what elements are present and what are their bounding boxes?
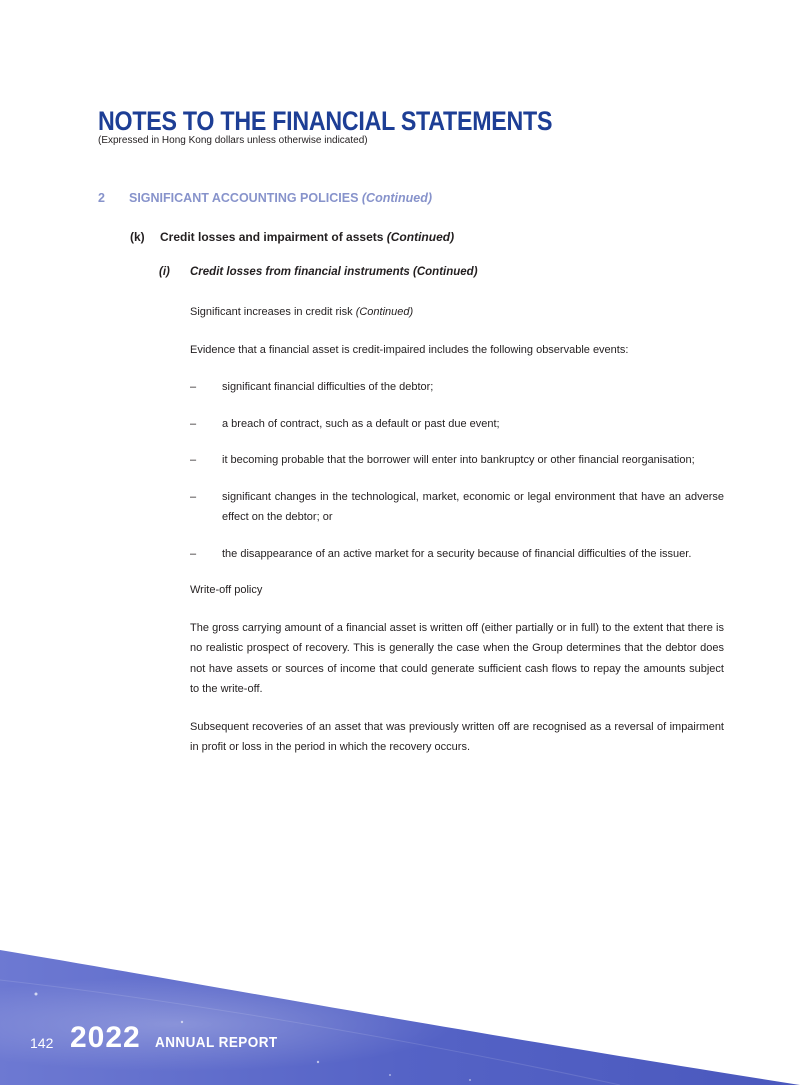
bullet-dash: –: [190, 547, 197, 560]
recoveries-paragraph: Subsequent recoveries of an asset that was previously written off are recognised as a reversal of impairment in profit or loss in the period in which the recovery occurs.: [190, 720, 724, 753]
bullet-text: it becoming probable that the borrower will enter into bankruptcy or other financial reorganisation;: [222, 454, 695, 466]
page-number: 142: [30, 1035, 54, 1051]
footer-label: ANNUAL REPORT: [155, 1034, 278, 1051]
footer-band: [0, 950, 800, 1085]
section-heading: [98, 191, 432, 205]
subsection-number: (k): [130, 230, 145, 244]
list-item: [190, 450, 724, 471]
body-text: [190, 302, 724, 775]
list-item: [190, 414, 724, 435]
bullet-dash: –: [190, 381, 197, 393]
subsection-heading: [130, 230, 454, 244]
evidence-paragraph: Evidence that a financial asset is credit-impaired includes the following observable events:: [190, 343, 629, 356]
list-item: [190, 377, 724, 398]
writeoff-paragraph: The gross carrying amount of a financial asset is written off (either partially or in full) to the extent that there is no realistic prospect of recovery. This is generally the case when the Group determines that the debtor does not have assets or sources of income that could generate sufficient cash flows to repay the amounts subject to the write-off.: [190, 621, 724, 695]
list-item: [190, 544, 724, 565]
footer-year: 2022: [70, 1021, 141, 1054]
section-number: 2: [98, 191, 105, 205]
page-title: NOTES TO THE FINANCIAL STATEMENTS: [98, 106, 553, 136]
writeoff-heading: Write-off policy: [190, 584, 263, 596]
subsubsection-heading: [159, 266, 478, 278]
subsubsection-title: Credit losses from financial instruments (Continued): [190, 266, 478, 278]
bullet-dash: –: [190, 454, 197, 466]
risk-heading: Significant increases in credit risk: [190, 306, 353, 318]
page-subtitle: (Expressed in Hong Kong dollars unless otherwise indicated): [98, 135, 368, 146]
bullet-text: significant changes in the technological, market, economic or legal environment that have an adverse effect on the debtor; or: [222, 490, 724, 523]
footer-wave-graphic: [0, 950, 800, 1085]
list-item: [190, 487, 724, 528]
bullet-text: significant financial difficulties of the debtor;: [222, 381, 434, 393]
subsubsection-number: (i): [159, 266, 170, 278]
bullet-dash: –: [190, 490, 197, 503]
section-title: SIGNIFICANT ACCOUNTING POLICIES: [129, 191, 359, 205]
section-continued: (Continued): [361, 191, 433, 205]
bullet-text: the disappearance of an active market for a security because of financial difficulties of the issuer.: [222, 547, 692, 560]
bullet-text: a breach of contract, such as a default or past due event;: [222, 417, 500, 430]
risk-paragraph: [190, 302, 724, 323]
risk-continued: (Continued): [355, 306, 414, 318]
subsection-title: Credit losses and impairment of assets: [160, 230, 384, 244]
bullet-dash: –: [190, 417, 197, 430]
subsection-continued: (Continued): [386, 230, 455, 244]
